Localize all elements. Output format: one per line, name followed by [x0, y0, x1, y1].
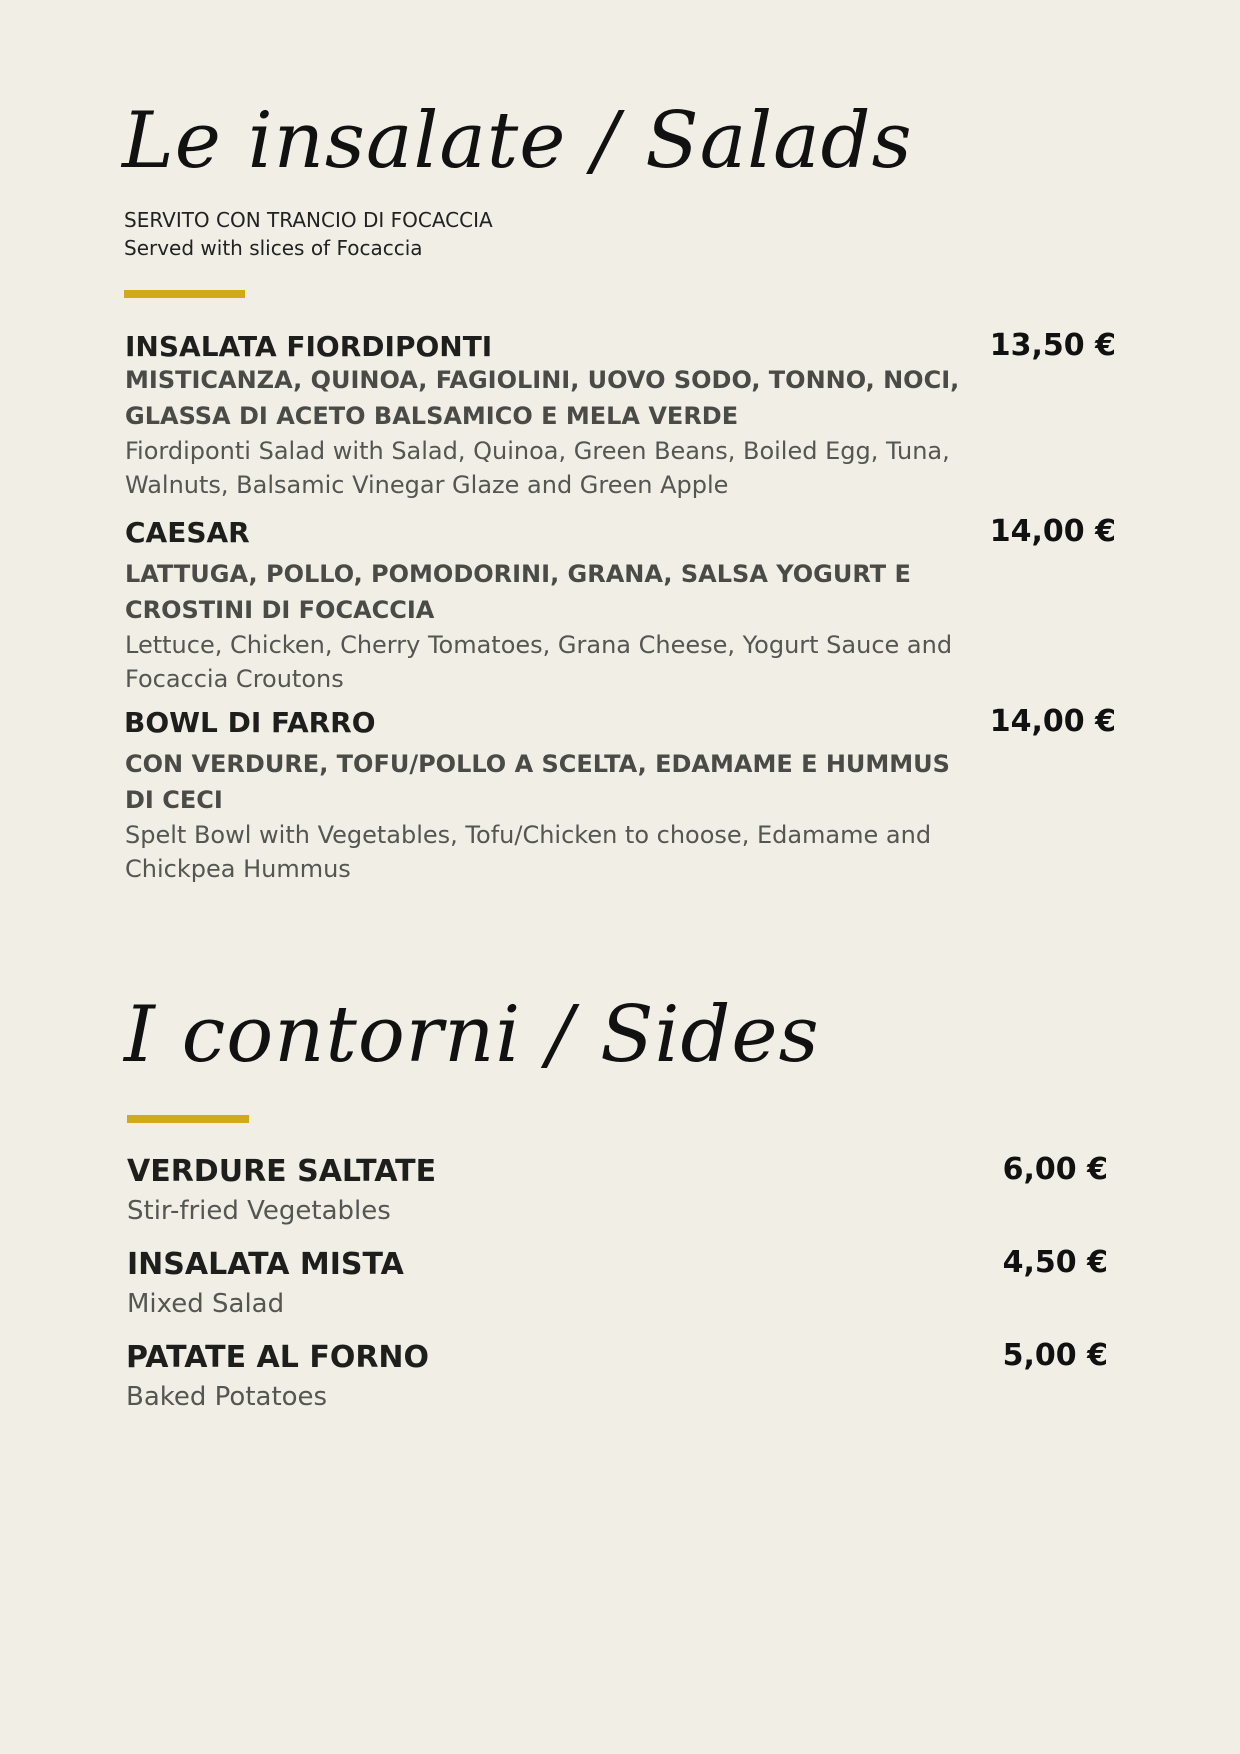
- salads-subtitle-en: Served with slices of Focaccia: [124, 236, 423, 260]
- sides-accent-divider: [127, 1115, 249, 1123]
- salads-subtitle-it: SERVITO CON TRANCIO DI FOCACCIA: [124, 208, 493, 232]
- side-item-desc-en: Stir-fried Vegetables: [127, 1196, 391, 1226]
- salads-accent-divider: [124, 290, 245, 298]
- side-item-name: VERDURE SALTATE: [127, 1154, 437, 1189]
- salad-item-desc-it: CON VERDURE, TOFU/POLLO A SCELTA, EDAMAME E HUMMUS DI CECI: [125, 750, 950, 814]
- salad-item-name: CAESAR: [125, 516, 250, 549]
- side-item-desc-en: Mixed Salad: [127, 1289, 285, 1319]
- salad-item-price: 13,50 €: [989, 328, 1116, 363]
- salad-item-desc-en: Spelt Bowl with Vegetables, Tofu/Chicken to choose, Edamame and Chickpea Hummus: [125, 821, 932, 883]
- salads-title: Le insalate / Salads: [122, 96, 913, 186]
- sides-title: I contorni / Sides: [124, 990, 820, 1080]
- salad-item-desc-it: MISTICANZA, QUINOA, FAGIOLINI, UOVO SODO, TONNO, NOCI, GLASSA DI ACETO BALSAMICO E MELA VERDE: [125, 366, 960, 430]
- salad-item-price: 14,00 €: [989, 514, 1116, 549]
- salad-item-desc-en: Fiordiponti Salad with Salad, Quinoa, Green Beans, Boiled Egg, Tuna, Walnuts, Balsamic Vinegar Glaze and Green Apple: [125, 437, 950, 499]
- salad-item-desc-it: LATTUGA, POLLO, POMODORINI, GRANA, SALSA YOGURT E CROSTINI DI FOCACCIA: [125, 560, 911, 624]
- side-item-name: INSALATA MISTA: [127, 1247, 404, 1282]
- salad-item-name: BOWL DI FARRO: [124, 706, 376, 739]
- side-item-price: 5,00 €: [1002, 1338, 1108, 1373]
- salad-item-desc-en: Lettuce, Chicken, Cherry Tomatoes, Grana Cheese, Yogurt Sauce and Focaccia Croutons: [125, 631, 953, 693]
- salad-item-name: INSALATA FIORDIPONTI: [125, 330, 493, 363]
- side-item-desc-en: Baked Potatoes: [126, 1382, 328, 1412]
- side-item-name: PATATE AL FORNO: [126, 1340, 430, 1375]
- side-item-price: 6,00 €: [1002, 1152, 1108, 1187]
- side-item-price: 4,50 €: [1002, 1245, 1108, 1280]
- salad-item-price: 14,00 €: [989, 704, 1116, 739]
